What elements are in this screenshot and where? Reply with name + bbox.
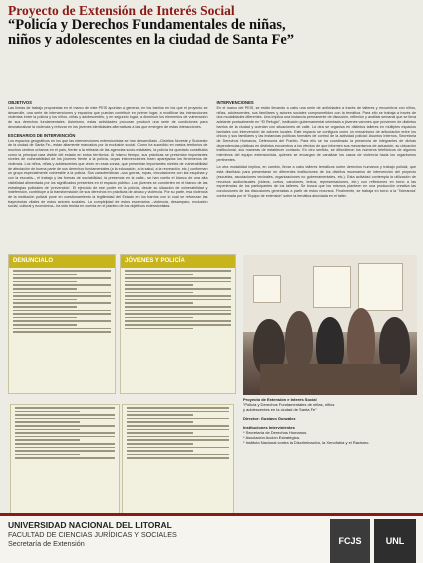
brochure-denuncialo-title: DENUNCIALO xyxy=(9,255,115,268)
objetivos-heading: OBJETIVOS xyxy=(8,100,32,105)
poster-kicker: Proyecto de Extensión de Interés Social xyxy=(8,3,235,18)
objetivos-text: Las líneas de trabajo propuestas en el marco de este PEIS apuntan a generar, en los barrios en los que el proyecto se desarrolle, una serie de intervenciones y espacios que puedan contribuir en primer lugar, a modificar las interacciones violentas entre la policía y los niños, niñas y adolescentes, y en segundo lugar, a disminuir los elementos de vulneración de sus derechos fundamentales. Asimismo, estas actividades procuran producir una serie de condiciones para desnaturalizar la violencia y reforzar en los jóvenes identidades alternativas a las que emergen de estas interacciones. xyxy=(8,106,208,129)
credits-line3: y adolescentes en la ciudad de Santa Fe” xyxy=(243,407,317,412)
credits-line1: Proyecto de Extensión e Interés Social xyxy=(243,397,317,402)
escenarios-heading: ESCENARIOS DE INTERVENCIÓN xyxy=(8,132,76,138)
fcjs-logo: FCJS xyxy=(330,519,370,563)
poster-title-line1: “Policía y Derechos Fundamentales de niñas, xyxy=(8,17,286,33)
project-credits xyxy=(243,397,419,445)
brochure-inside-right xyxy=(122,404,234,524)
poster-header xyxy=(8,4,416,48)
brochure-jovenes-title: JÓVENES Y POLICÍA xyxy=(121,255,235,268)
brochure-jovenes-policia xyxy=(120,254,236,394)
escenarios-text: Los espacios geográficos en los que las intervenciones extensionistas se han desarrollado –Distritos Noreste y Sudoeste de la ciudad de Santa Fe– están altamente marcados por la exclusión social. Como ha sucedido en vastos territorios de muchos centros urbanos en el país, frente a la retirada de las agencias socio-estatales, la policía ha quedado constituida como la principal cara visible del estado en estos territorios. Al mismo tiempo, sus prácticas se presentan importantes niveles de vulnerabilidad de los jóvenes frente a la policía, cuyas intervenciones traen aparejados los fenómenos de violencia. Los niños, niñas y adolescentes que viven en esas zonas, que presentan importantes niveles de vulnerabilidad de afectación de buena parte de sus derechos fundamentales (a la educación, a la salud, a la recreación, etc.) conforman un grupo especialmente vulnerable a la policía. Sus características –sus gorras, ropas, vinculaciones con las esquinas y con la escuela–, el trabajo y las formas de sociabilidad, la presencia en la calle– se han vuelto el blanco de una alta visibilidad alimentada por los significados presentes en el espacio público. Los jóvenes se convierten en el blanco de las estrategias policiales de ‘prevención’. El ejercicio de ese poder en la policía, desde su situación de vulnerabilidad y indefensión, contribuye a la transformación de sus derechos en prácticas de abuso y violencia. Por su parte, esa violencia de la institución policial pone en cuestionamiento la legitimidad del Estado en los barrios con lo cual se refuerzan las trayectorias vitales de estos actores sociales. La complejidad de estos escenarios –violencia, desamparo, exclusión social, cultural y económica– ha sido tenida en cuenta en el planteo de los objetivos extensionistas. xyxy=(8,138,208,209)
secretaria-name: Secretaría de Extensión xyxy=(8,539,85,548)
right-column xyxy=(217,100,417,212)
poster-title-line2: niños y adolescentes en la ciudad de Santa Fe” xyxy=(8,32,294,48)
left-column xyxy=(8,100,208,212)
credits-inst1: * Secretaría de Derechos Humanos. xyxy=(243,430,308,435)
credits-director: Director: Gustavo González xyxy=(243,416,296,421)
brochure-inside-left xyxy=(10,404,120,524)
credits-line2: “Policía y Derechos Fundamentales de niñas, niños xyxy=(243,402,335,407)
text-columns xyxy=(8,100,416,212)
intervenciones-text: En el marco del PEIS, se están llevando a cabo una serie de actividades a través de talleres y encuentros con niños, niñas, adolescentes, sus familiares y actores sociales comprometidos con la temática. Para ello se trabaja a través de dos modalidades diferentes. Una implica una instancia permanente de discusión, reflexión y análisis semanal que se lleva adelante puntualmente en “El Refugio”, institución gubernamental orientada a jóvenes varones que provienen de distintos barrios de la ciudad y cuentan con situaciones de calle. La otra se organiza en distintos talleres en múltiples espacios barriales con intervención de actores locales. Este espacio se configura como un mecanismo de articulación entre los chicos y sus familiares y las instancias políticas formales de control de la actividad policial: Asuntos Internos, Secretaría de Derechos Humanos, Defensoría del Pueblo. Para ello se ha coordinado la presencia de integrantes de dichas dependencias públicas en distintos encuentros a los efectos de que informen sus mecanismos de actuación, su ubicación institucional, sus maneras de establecer contacto. En otro sentido, se difundieron los números telefónicos de algunos miembros del equipo extensionista, quienes se encargan de canalizar los casos de violencia hacia los organismos pertinentes. xyxy=(216,106,416,162)
university-name: UNIVERSIDAD NACIONAL DEL LITORAL xyxy=(8,520,172,530)
faculty-name: FACULTAD DE CIENCIAS JURÍDICAS Y SOCIALES xyxy=(8,530,177,539)
workshop-photo xyxy=(243,255,417,395)
poster-footer xyxy=(0,513,423,563)
intervenciones-heading: INTERVENCIONES xyxy=(216,100,254,105)
university-block xyxy=(8,520,177,548)
credits-inst3: * Instituto Nacional contra la Discriminación, la Xenofobia y el Racismo. xyxy=(243,440,370,445)
unl-logo: UNL xyxy=(374,519,416,563)
intervenciones-text-2: La otra modalidad implica, en cambio, llevar a cabo talleres temáticos sobre derechos humanos y trabajo policial, que está diseñado para presentarse en diferentes instituciones de los distritos escenarios de intervención del proyecto (escuelas, asociaciones vecinales, organizaciones no gubernamentales, etc.). Esta actividad contempla la utilización de recursos audiovisuales (videos, cortos, canciones, textos, representaciones, etc.) con reflexiones en torno a las experiencias de los participantes de los talleres. Se busca que los mismos planteen en una producción creativa las conclusiones de las discusiones generadas a partir de estos recursos. Finalmente, se trabaja en torno a la ‘Tolerancia’ conformada por el ‘Equipo de extensión’ sobre la temática abordada en el taller. xyxy=(216,165,416,198)
credits-inst2: * Asociación Acción Estratégica. xyxy=(243,435,300,440)
brochure-denuncialo xyxy=(8,254,116,394)
credits-inst-title: Instituciones Intervinientes xyxy=(243,425,295,430)
